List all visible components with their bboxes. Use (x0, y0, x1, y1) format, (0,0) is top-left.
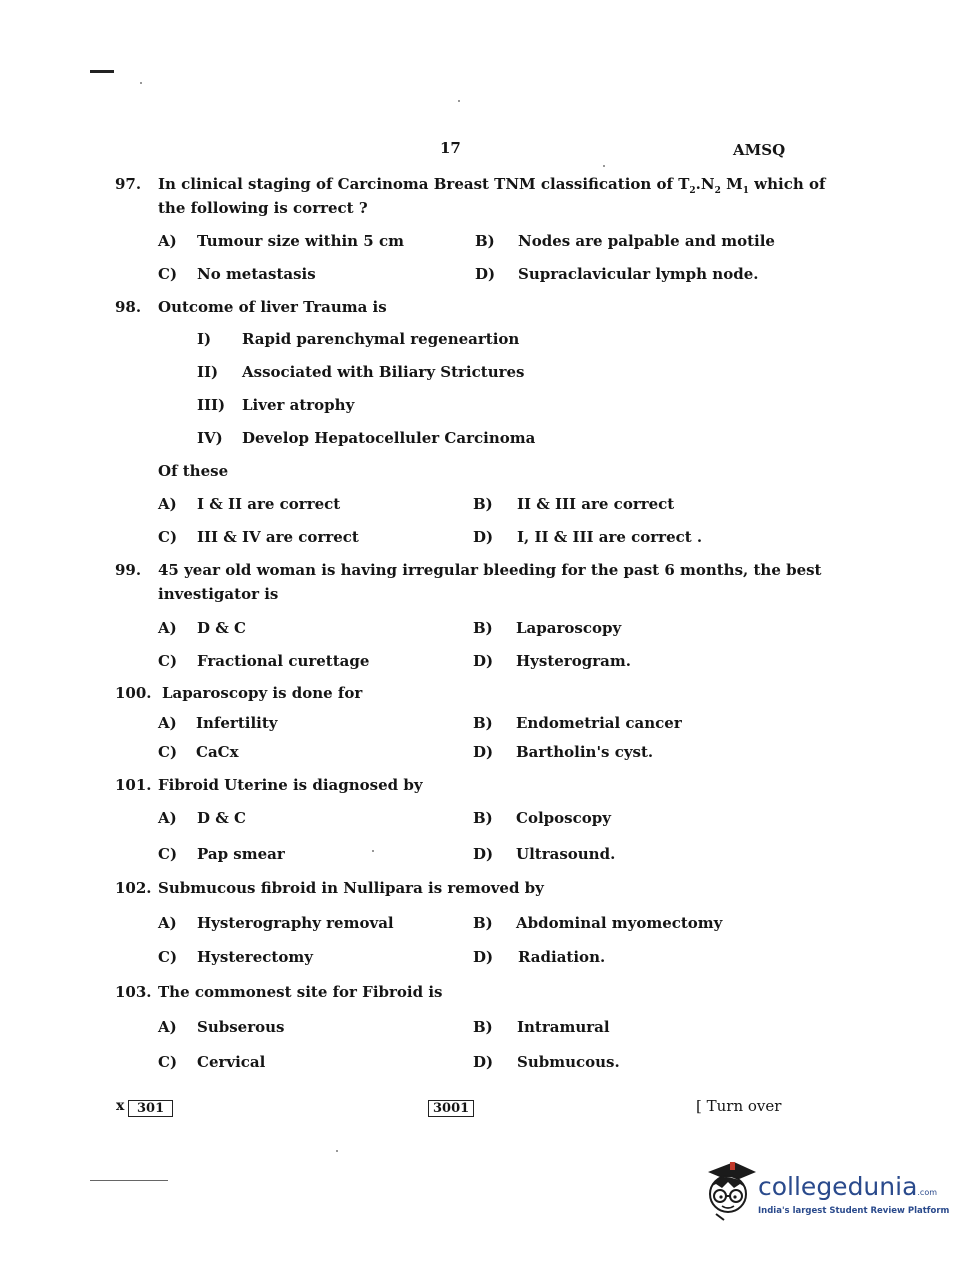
option-letter: B) (475, 232, 495, 250)
option-letter: B) (473, 809, 493, 827)
statement-text: Associated with Biliary Strictures (242, 363, 525, 381)
option-text: CaCx (196, 743, 239, 761)
page-number: 17 (440, 139, 461, 157)
option-letter: C) (158, 1053, 178, 1071)
option-letter: A) (158, 809, 177, 827)
option-text: Hysterography removal (197, 914, 394, 932)
option-letter: B) (473, 914, 493, 932)
option-letter: D) (475, 265, 496, 283)
question-number: 98. (115, 298, 142, 316)
option-letter: C) (158, 265, 178, 283)
option-letter: D) (473, 652, 494, 670)
statement-text: Develop Hepatocelluler Carcinoma (242, 429, 536, 447)
scan-mark (90, 70, 114, 73)
option-letter: A) (158, 495, 177, 513)
brand-suffix: .com (917, 1188, 938, 1197)
scan-mark (90, 1180, 168, 1181)
brand-wordmark (758, 1172, 937, 1201)
option-text: Bartholin's cyst. (516, 743, 654, 761)
scan-speck (458, 100, 460, 102)
statement-roman: IV) (197, 429, 223, 447)
scan-speck (336, 1150, 338, 1152)
option-text: Fractional curettage (197, 652, 370, 670)
question-stem-cont: investigator is (158, 585, 279, 603)
option-text: Laparoscopy (516, 619, 622, 637)
option-text: Infertility (196, 714, 278, 732)
option-letter: C) (158, 948, 178, 966)
option-letter: C) (158, 743, 178, 761)
option-text: Subserous (197, 1018, 285, 1036)
option-text: Radiation. (518, 948, 606, 966)
question-stem: The commonest site for Fibroid is (158, 983, 443, 1001)
option-letter: D) (473, 528, 494, 546)
footer-center-code (428, 1098, 474, 1117)
option-letter: D) (473, 743, 494, 761)
option-text: D & C (197, 619, 246, 637)
scan-speck (603, 165, 605, 167)
option-letter: D) (473, 845, 494, 863)
option-letter: B) (473, 619, 493, 637)
option-text: III & IV are correct (197, 528, 359, 546)
option-letter: A) (158, 914, 177, 932)
question-number: 100. (115, 684, 152, 702)
footer-x-mark: x (116, 1098, 125, 1114)
statement-roman: II) (197, 363, 219, 381)
of-these-label: Of these (158, 462, 229, 480)
option-letter: A) (158, 1018, 177, 1036)
option-letter: A) (158, 232, 177, 250)
collegedunia-logo (700, 1160, 950, 1230)
option-text: I, II & III are correct . (517, 528, 703, 546)
option-letter: D) (473, 1053, 494, 1071)
option-text: Colposcopy (516, 809, 611, 827)
option-letter: C) (158, 528, 178, 546)
question-number: 97. (115, 175, 142, 193)
option-letter: D) (473, 948, 494, 966)
option-text: Ultrasound. (516, 845, 616, 863)
question-stem: In clinical staging of Carcinoma Breast TNM classification of $T_2.N_2$ $M_1$ which of (158, 175, 826, 196)
scan-speck (140, 82, 142, 84)
question-stem: Fibroid Uterine is diagnosed by (158, 776, 423, 794)
question-number: 101. (115, 776, 152, 794)
option-text: II & III are correct (517, 495, 675, 513)
option-text: No metastasis (197, 265, 316, 283)
footer-center-code-box: 3001 (428, 1100, 474, 1117)
turn-over-text: [ Turn over (696, 1097, 782, 1115)
option-text: D & C (197, 809, 246, 827)
option-letter: B) (473, 1018, 493, 1036)
footer-left-code-box: 301 (128, 1100, 173, 1117)
option-letter: C) (158, 652, 178, 670)
statement-roman: III) (197, 396, 226, 414)
mascot-icon (700, 1160, 756, 1222)
option-text: Submucous. (517, 1053, 620, 1071)
question-number: 103. (115, 983, 152, 1001)
question-stem: Submucous fibroid in Nullipara is removed by (158, 879, 544, 897)
question-number: 102. (115, 879, 152, 897)
statement-roman: I) (197, 330, 212, 348)
option-text: Pap smear (197, 845, 285, 863)
option-text: Hysterectomy (197, 948, 313, 966)
option-text: Intramural (517, 1018, 610, 1036)
footer-left-code (128, 1098, 173, 1117)
option-text: Abdominal myomectomy (516, 914, 723, 932)
option-text: Hysterogram. (516, 652, 631, 670)
option-text: I & II are correct (197, 495, 341, 513)
option-letter: A) (158, 619, 177, 637)
option-letter: B) (473, 495, 493, 513)
option-text: Endometrial cancer (516, 714, 682, 732)
paper-code: AMSQ (733, 141, 786, 159)
question-stem: Outcome of liver Trauma is (158, 298, 387, 316)
statement-text: Liver atrophy (242, 396, 355, 414)
option-text: Supraclavicular lymph node. (518, 265, 759, 283)
brand-tagline: India's largest Student Review Platform (758, 1206, 950, 1216)
option-text: Cervical (197, 1053, 266, 1071)
brand-name: collegedunia (758, 1172, 918, 1201)
option-text: Tumour size within 5 cm (197, 232, 404, 250)
option-letter: A) (158, 714, 177, 732)
scan-speck (372, 850, 374, 852)
question-stem-cont: the following is correct ? (158, 199, 368, 217)
option-letter: C) (158, 845, 178, 863)
question-number: 99. (115, 561, 142, 579)
statement-text: Rapid parenchymal regeneartion (242, 330, 520, 348)
question-stem: 45 year old woman is having irregular bleeding for the past 6 months, the best (158, 561, 822, 579)
option-text: Nodes are palpable and motile (518, 232, 775, 250)
option-letter: B) (473, 714, 493, 732)
question-stem: Laparoscopy is done for (162, 684, 363, 702)
